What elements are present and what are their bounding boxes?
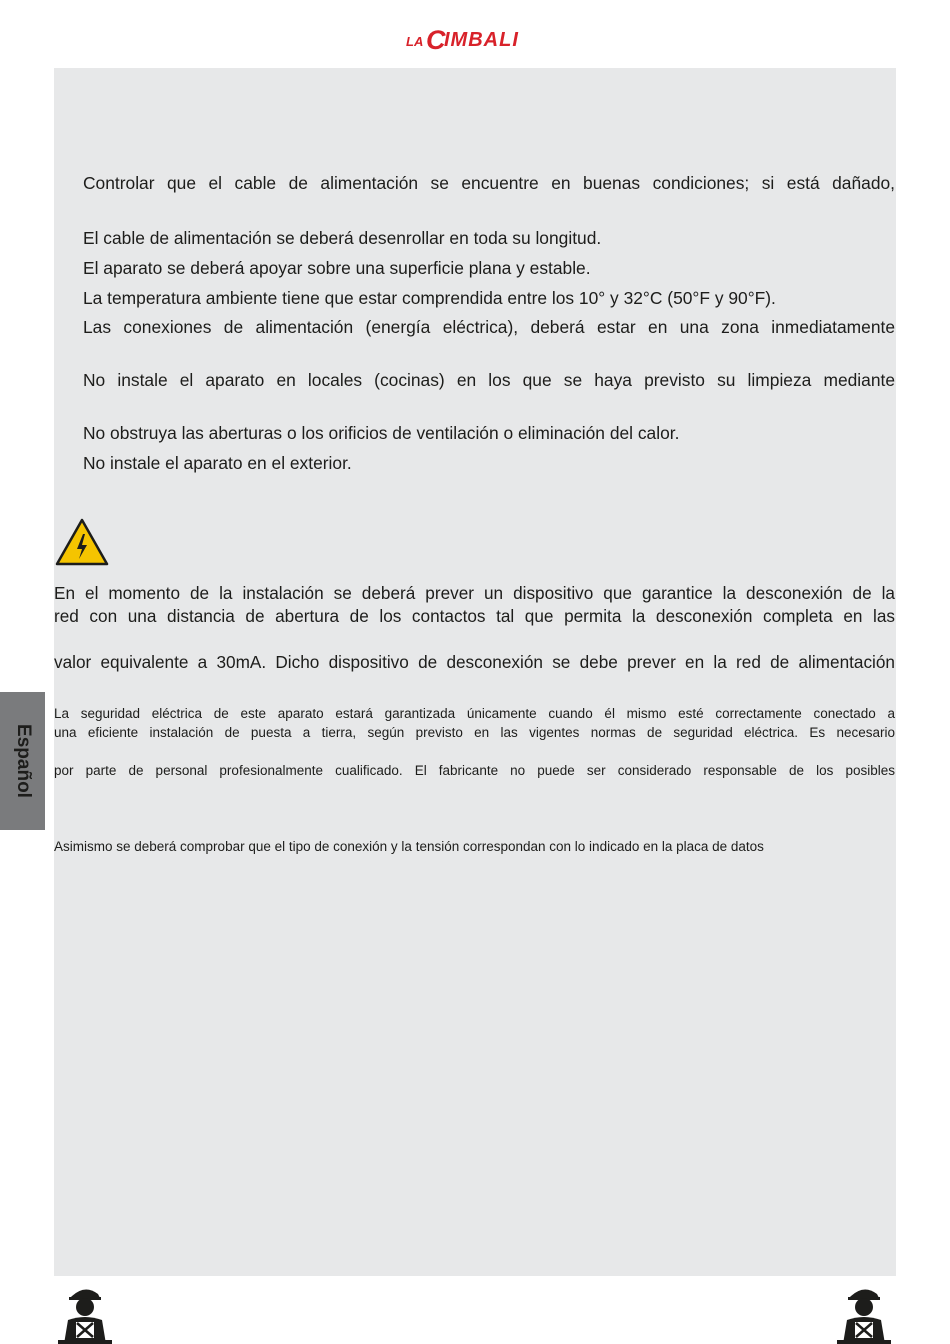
content-panel bbox=[54, 68, 896, 1276]
list-item: No instale el aparato en locales (cocinas) en los que se haya previsto su limpieza mediante bbox=[83, 370, 895, 390]
note-line: Asimismo se deberá comprobar que el tipo de conexión y la tensión correspondan con lo indicado en la placa de datos bbox=[54, 839, 764, 854]
note-line: La seguridad eléctrica de este aparato estará garantizada únicamente cuando él mismo esté correctamente conectado a bbox=[54, 706, 895, 721]
warning-line: valor equivalente a 30mA. Dicho dispositivo de desconexión se debe prever en la red de alimentación bbox=[54, 652, 895, 672]
list-item: La temperatura ambiente tiene que estar comprendida entre los 10° y 32°C (50°F y 90°F). bbox=[83, 288, 776, 308]
technician-icon bbox=[54, 1282, 116, 1344]
language-tab bbox=[0, 692, 45, 830]
language-tab-label: Español bbox=[12, 724, 34, 798]
svg-text:IMBALI: IMBALI bbox=[444, 29, 519, 51]
svg-text:C: C bbox=[426, 25, 446, 54]
list-item: No obstruya las aberturas o los orificios de ventilación o eliminación del calor. bbox=[83, 423, 680, 443]
list-item: Controlar que el cable de alimentación se encuentre en buenas condiciones; si está dañado, bbox=[83, 173, 895, 193]
warning-line: En el momento de la instalación se deberá prever un dispositivo que garantice la desconexión de la bbox=[54, 583, 895, 603]
list-item: El cable de alimentación se deberá desenrollar en toda su longitud. bbox=[83, 228, 602, 248]
svg-text:LA: LA bbox=[406, 34, 424, 49]
technician-icon bbox=[833, 1282, 895, 1344]
high-voltage-warning-icon bbox=[54, 517, 110, 567]
list-item: No instale el aparato en el exterior. bbox=[83, 453, 352, 473]
list-item: El aparato se deberá apoyar sobre una superficie plana y estable. bbox=[83, 258, 591, 278]
list-item: Las conexiones de alimentación (energía eléctrica), deberá estar en una zona inmediatamente bbox=[83, 317, 895, 337]
warning-line: red con una distancia de abertura de los contactos tal que permita la desconexión completa en las bbox=[54, 606, 895, 626]
note-line: por parte de personal profesionalmente cualificado. El fabricante no puede ser considerado responsable de los posibles bbox=[54, 763, 895, 778]
note-line: una eficiente instalación de puesta a tierra, según previsto en las vigentes normas de seguridad eléctrica. Es necesario bbox=[54, 725, 895, 740]
lacimbali-logo bbox=[404, 22, 550, 54]
